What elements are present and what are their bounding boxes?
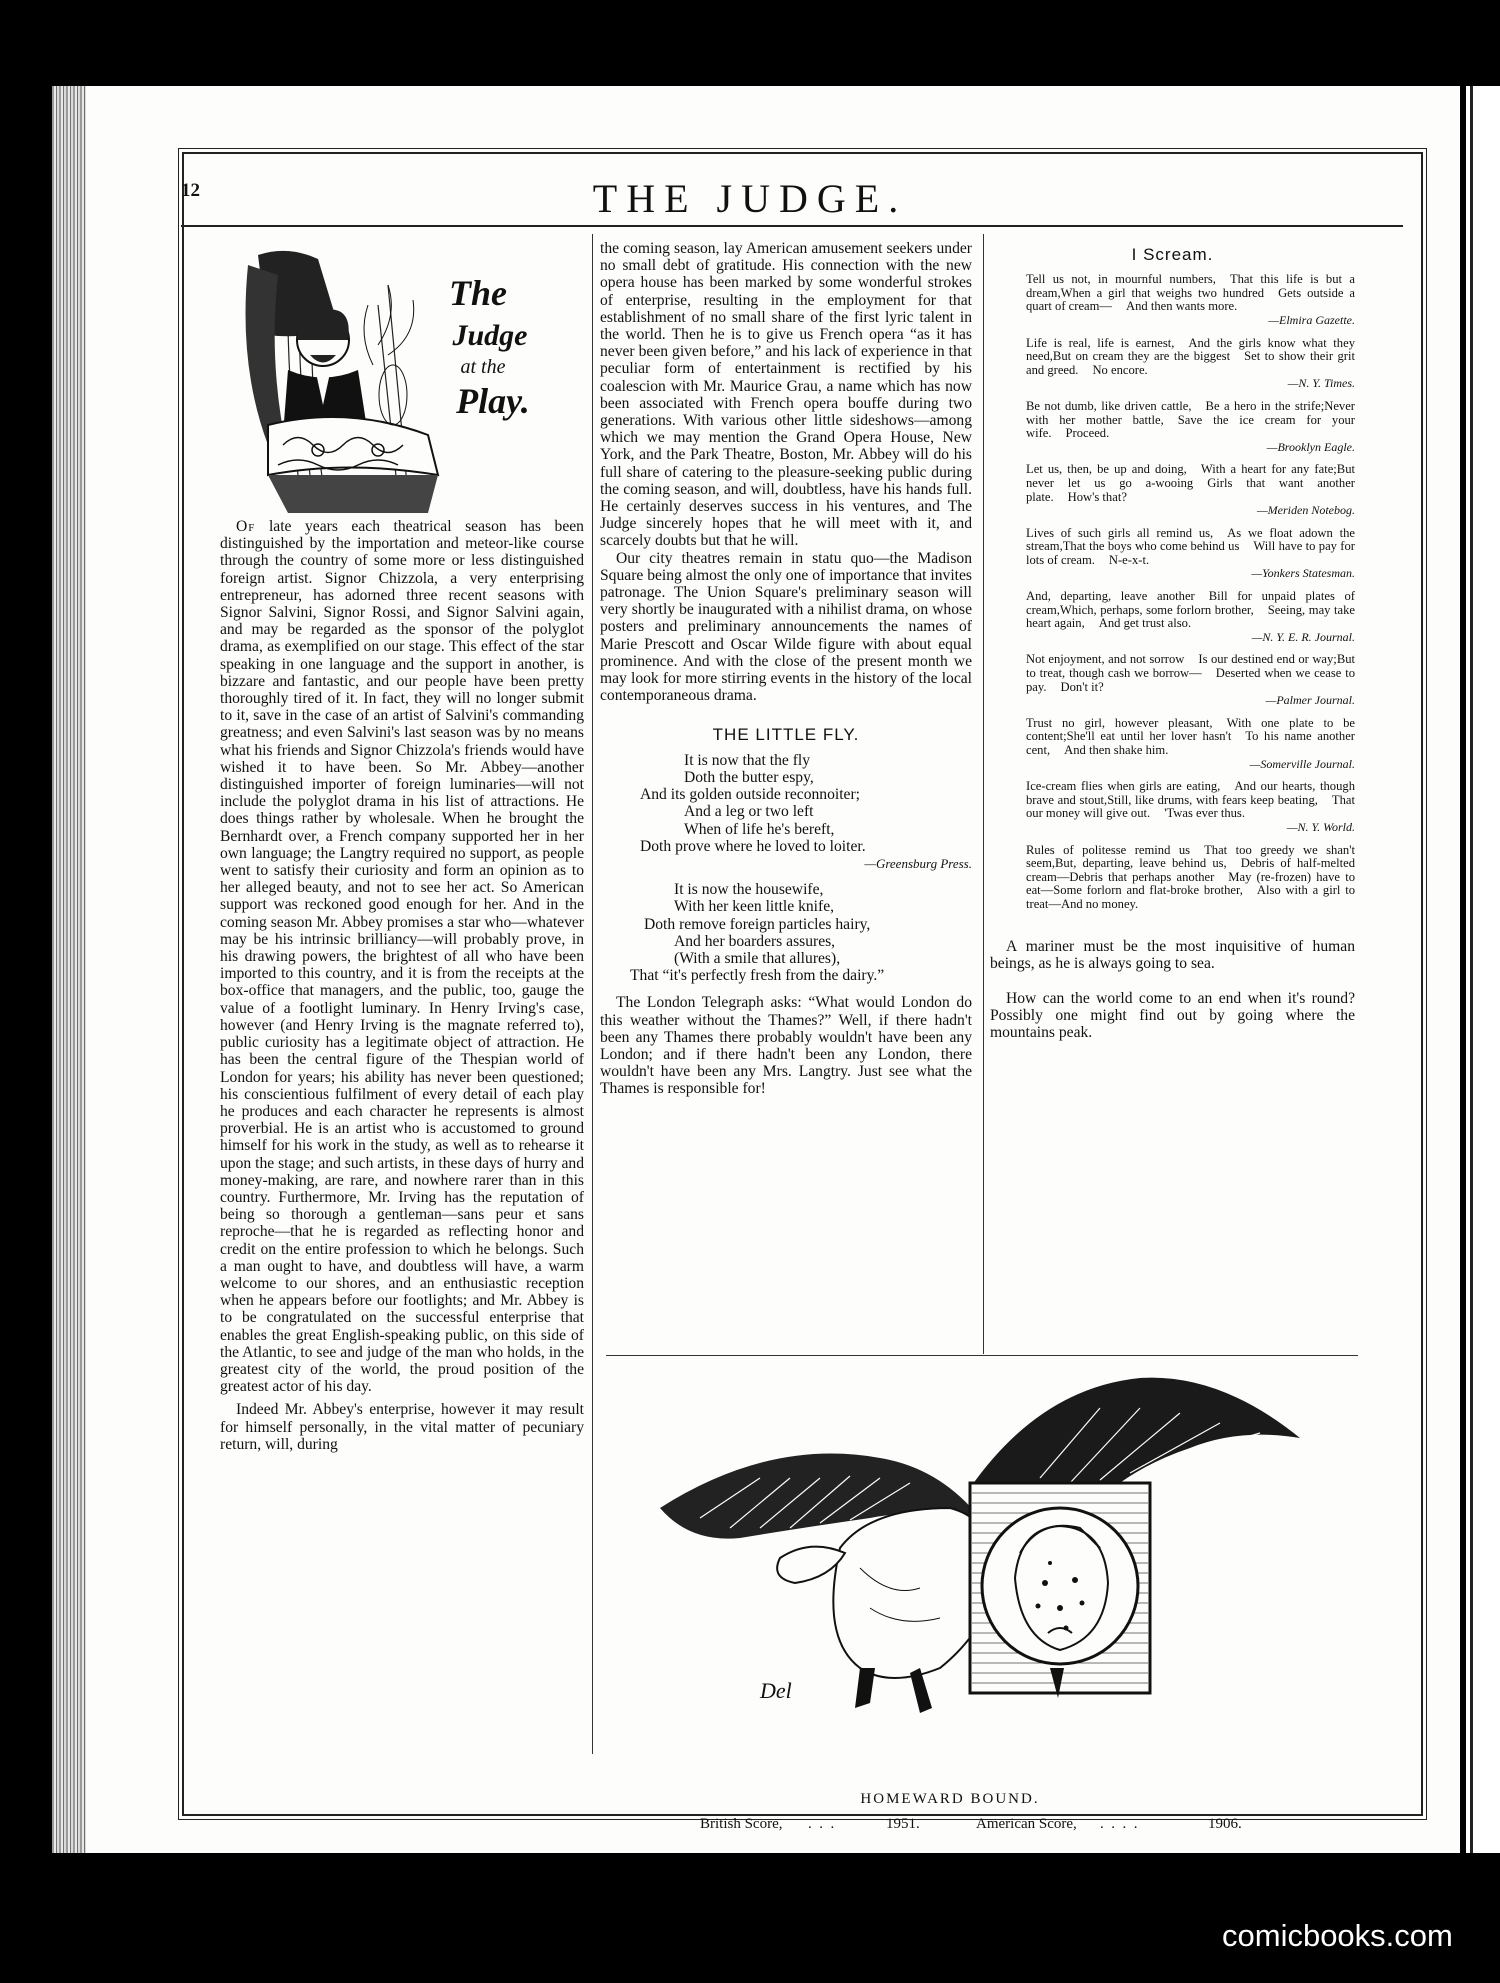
binding-edge xyxy=(52,86,86,1853)
poem-line: Debris that perhaps another xyxy=(1069,869,1215,884)
poem-line: Still, like drums, with fears keep beating, xyxy=(1107,792,1318,807)
i-scream-stanza xyxy=(1026,337,1355,391)
poem-line: Gets outside a quart of cream— xyxy=(1026,285,1355,314)
poem-line: With one plate to be content; xyxy=(1026,715,1355,744)
poem-line: But on cream they are the biggest xyxy=(1052,349,1231,364)
poem-line: (With a smile that allures), xyxy=(674,949,841,967)
poem-line: When a girl that weighs two hundred xyxy=(1060,285,1265,300)
thames-para: The London Telegraph asks: “What would London do this weather without the Thames?” Well, if there hadn't been any Thames there probably wouldn't have been any London; and if there hadn't been any London, there wouldn't have been any Mrs. Langtry. Just see what the Thames is responsible for! xyxy=(600,994,972,1098)
american-score-value: 1906. xyxy=(1208,1816,1242,1832)
poem-line: May (re-frozen) have to eat— xyxy=(1026,869,1355,898)
british-score-dots: . . . xyxy=(808,1816,835,1832)
poem-line: That the boys who come behind us xyxy=(1062,539,1240,554)
poem-line: That this life is but a dream, xyxy=(1026,272,1355,300)
poem-line: Which, perhaps, some forlorn brother, xyxy=(1059,602,1254,617)
poem-line: Set to show their grit and greed. xyxy=(1026,349,1356,377)
cartoon-top-rule xyxy=(606,1355,1358,1356)
poem-source: —Somerville Journal. xyxy=(1249,756,1355,771)
column-rule-1 xyxy=(592,234,593,1754)
poem-line: Doth remove foreign particles hairy, xyxy=(644,915,871,933)
poem-line: When of life he's bereft, xyxy=(684,820,835,838)
irving-article-text: late years each theatrical season has been distinguished by the importation and meteor-like course through the country of some more or less distinguished foreign artist. Signor Chizzola, a very enterprising entrepreneur, has adorned three recent seasons with Signor Salvini, Signor Rossi, and Signor Salvini again, and may be regarded as the sponsor of the polyglot drama, as exemplified on our stage. This effect of the star speaking in one language and the support in another, is bizzare and fantastic, and our people have been pretty thoroughly tired of it. In fact, they will no longer submit to it, save in the case of an artist of Salvini's commanding greatness; and even Salvini's last season was by no means what his friends and Signor Chizzola's friends would have wished it to have been. So Mr. Abbey—another distinguished importer of foreign luminaries—will not include the polyglot drama in his list of attractions. He does things rather by wholesale. When he brought the Bernhardt over, a French company supported her in her own language; the Langtry required no support, as people went to satisfy their curiosity and form an opinion as to her alleged beauty, and not to see her act. So American support was reckoned good enough for her. And in the coming season Mr. Abbey promises a star who—whatever may be his intrinsic brilliancy—will probably prove, in his drawing powers, the brightest of all who have been imported to this country, and it is from the receipts at the box-office that managers, and the public, too, gauge the value of a footlight luminary. In Henry Irving's case, however (and Henry Irving is the magnate referred to), public curiosity has a legitimate object of attraction. He has been the central figure of the Thespian world of London for years; his ability has never been questioned; his conscientious fulfilment of every detail of each play he produces and each character he represents is almost proverbial. He is an artist who is accustomed to ground himself for his work in the study, as well as to rehearse it upon the stage; and such artists, in these days of hurry and money-making, are rare, and nowhere rarer than in this country. Furthermore, Mr. Irving has the reputation of being so thorough a gentleman—sans peur et sans reproche—that he is regarded as reflecting honor and credit on the entire profession to which he belongs. Such a man ought to have, and doubtless will have, a warm welcome to our shores, and an enthusiastic reception when he appears before our footlights; and Mr. Abbey is to be congratulated on the successful enterprise that enables the great English-speaking public, on this side of the Atlantic, to see and judge of the man who holds, in the greatest city of the world, the proud position of the greatest actor of his day. xyxy=(220,518,584,1396)
poem-line: With a heart for any fate; xyxy=(1200,462,1337,477)
poem-line: It is now that the fly xyxy=(684,751,811,769)
poem-line: Seeing, may take heart again, xyxy=(1026,602,1355,631)
poem-source: —Meriden Notebog. xyxy=(1257,503,1355,518)
i-scream-heading: I Scream. xyxy=(1131,245,1214,264)
poem-line: Be not dumb, like driven cattle, xyxy=(1026,398,1192,413)
poem-line: Don't it? xyxy=(1060,679,1104,694)
i-scream-stanza xyxy=(1026,844,1355,912)
cartoon-title: HOMEWARD BOUND. xyxy=(860,1791,1040,1807)
poem-line: And, departing, leave another xyxy=(1026,589,1195,604)
poem-line: Some forlorn and flat-broke brother, xyxy=(1053,883,1243,898)
judge-at-play-illustration xyxy=(228,245,568,515)
world-end-joke: How can the world come to an end when it's round? Possibly one might find out by going where the mountains peak. xyxy=(990,989,1355,1042)
little-fly-heading: THE LITTLE FLY. xyxy=(712,725,860,745)
poem-line: Be a hero in the strife; xyxy=(1205,398,1325,413)
poem-line: Deserted when we cease to pay. xyxy=(1026,666,1355,694)
abbey-enterprise-para: Indeed Mr. Abbey's enterprise, however it may result for himself personally, in the vital matter of pecuniary return, will, during xyxy=(220,1401,584,1453)
american-score-label: American Score, xyxy=(976,1816,1077,1832)
poem-line: Ice-cream flies when girls are eating, xyxy=(1026,779,1221,794)
poem-line: Lives of such girls all remind us, xyxy=(1026,525,1214,540)
poem-line: Proceed. xyxy=(1065,426,1110,441)
poem-line: With her keen little knife, xyxy=(674,898,835,916)
i-scream-stanza xyxy=(1026,400,1355,454)
poem-line: Let us, then, be up and doing, xyxy=(1026,462,1187,477)
poem-line: Girls that want another plate. xyxy=(1026,475,1355,504)
little-fly-stanza-2 xyxy=(600,881,972,984)
poem-line: And a leg or two left xyxy=(684,803,814,821)
poem-line: To his name another cent, xyxy=(1026,729,1355,758)
poem-source: —N. Y. Times. xyxy=(1287,376,1355,391)
artist-signature: Del xyxy=(760,1678,792,1703)
mariner-joke: A mariner must be the most inquisitive of human beings, as he is always going to sea. xyxy=(990,937,1355,972)
poem-line: But never let us go a-wooing xyxy=(1026,462,1355,490)
poem-line: Debris of half-melted cream— xyxy=(1026,856,1355,884)
poem-line: She'll eat until her lover hasn't xyxy=(1066,729,1232,744)
i-scream-stanza xyxy=(1026,527,1355,581)
column-rule-2 xyxy=(983,234,984,1354)
poem-line: How's that? xyxy=(1067,489,1127,504)
poem-line: That “it's perfectly fresh from the dairy.” xyxy=(630,967,885,985)
irving-article xyxy=(220,518,584,1395)
poem-line: Doth prove where he loved to loiter. xyxy=(640,837,866,855)
poem-line: Also with a girl to treat— xyxy=(1026,883,1355,911)
poem-source: —Elmira Gazette. xyxy=(1268,312,1355,327)
svg-text:Judge: Judge xyxy=(452,319,528,352)
i-scream-stanza xyxy=(1026,463,1355,517)
poem-line: Doth the butter espy, xyxy=(684,768,814,786)
poem-line: Tell us not, in mournful numbers, xyxy=(1026,272,1216,287)
poem-line: It is now the housewife, xyxy=(674,881,824,899)
i-scream-stanza xyxy=(1026,590,1355,644)
poem-line: And her boarders assures, xyxy=(674,932,836,950)
poem-line: Save the ice cream for your wife. xyxy=(1026,412,1355,441)
svg-text:at the: at the xyxy=(460,356,506,378)
poem-line: But to treat, though cash we borrow— xyxy=(1026,652,1356,681)
poem-line: And our hearts, though brave and stout, xyxy=(1026,779,1355,807)
poem-line: But, departing, leave behind us, xyxy=(1055,856,1227,871)
poem-line: Bill for unpaid plates of cream, xyxy=(1026,589,1355,617)
poem-line: N-e-x-t. xyxy=(1108,552,1150,567)
masthead: THE JUDGE. xyxy=(592,176,908,221)
i-scream-stanza xyxy=(1026,653,1355,707)
masthead-rule xyxy=(181,225,1403,227)
british-score-value: 1951. xyxy=(886,1816,920,1832)
poem-source: —N. Y. World. xyxy=(1286,819,1355,834)
svg-text:The: The xyxy=(449,273,507,313)
column-two xyxy=(600,240,972,1098)
little-fly-stanza-1 xyxy=(600,752,972,872)
poem-line: And then wants more. xyxy=(1126,299,1238,314)
poem-source: —N. Y. E. R. Journal. xyxy=(1251,629,1355,644)
poem-source: —Palmer Journal. xyxy=(1265,693,1355,708)
poem-source: —Greensburg Press. xyxy=(864,855,972,871)
i-scream-stanza xyxy=(1026,273,1355,327)
poem-line: And the girls know what they need, xyxy=(1026,335,1355,364)
poem-line: Rules of politesse remind us xyxy=(1026,842,1191,857)
portrait-frame xyxy=(970,1483,1150,1698)
column-three xyxy=(990,240,1355,1042)
british-score-label: British Score, xyxy=(700,1816,783,1832)
poem-line: And then shake him. xyxy=(1064,743,1169,758)
american-score-dots: . . . . xyxy=(1100,1816,1138,1832)
poem-line: That too greedy we shan't seem, xyxy=(1026,842,1355,871)
poem-line: Not enjoyment, and not sorrow xyxy=(1026,652,1185,667)
column-one xyxy=(220,518,584,1453)
poem-line: And get trust also. xyxy=(1098,616,1192,631)
poem-source: —Brooklyn Eagle. xyxy=(1266,439,1355,454)
city-theatres-para: Our city theatres remain in statu quo—the Madison Square being almost the only one of importance that invites patronage. The Union Square's preliminary season will very shortly be inaugurated with a nihilist drama, on whose posters and preliminary announcements the names of Marie Prescott and Oscar Wilde figure with about equal prominence. And with the close of the present month we may look for more stirring events in the history of the local contemporaneous drama. xyxy=(600,549,972,705)
watermark: comicbooks.com xyxy=(1222,1918,1453,1953)
poem-line: Will have to pay for lots of cream. xyxy=(1026,539,1355,567)
poem-line: 'Twas ever thus. xyxy=(1164,806,1245,821)
svg-text:Play.: Play. xyxy=(456,381,530,421)
poem-line: And its golden outside reconnoiter; xyxy=(640,786,861,804)
i-scream-stanza xyxy=(1026,717,1355,771)
i-scream-poem xyxy=(990,273,1355,911)
poem-line: Is our destined end or way; xyxy=(1198,652,1337,667)
drop-lead: Of xyxy=(236,518,256,535)
poem-line: As we float adown the stream, xyxy=(1026,525,1355,554)
poem-line: That our money will give out. xyxy=(1026,792,1356,821)
poem-line: No encore. xyxy=(1092,362,1148,377)
page-number: 12 xyxy=(181,180,200,201)
poem-source: —Yonkers Statesman. xyxy=(1251,566,1355,581)
poem-line: Never with her mother battle, xyxy=(1026,398,1355,427)
homeward-bound-cartoon xyxy=(620,1368,1340,1778)
poem-line: Life is real, life is earnest, xyxy=(1026,335,1175,350)
abbey-continued: the coming season, lay American amusement seekers under no small debt of gratitude. His connection with the new opera house has been marked by some wonderful strokes of enterprise, resulting in the employment for that establishment of no small share of the first lyric talent in the world. Then he is to give us French opera “as it has never been given before,” and his lack of experience in that peculiar form of entertainment is rectified by his coalescion with Mr. Maurice Grau, a name which has now been associated with French opera bouffe during two generations. With various other little sideshows—among which we may mention the Grand Opera House, New York, and the Park Theatre, Boston, Mr. Abbey will do his full share of catering to the pleasure-seeking public during the coming season, and will, doubtless, have his hands full. He certainly deserves success in his ventures, and The Judge sincerely hopes that he will meet with it, and scarcely doubts but that he will. xyxy=(600,240,972,550)
facing-page-edge xyxy=(1466,86,1500,1853)
poem-line: Trust no girl, however pleasant, xyxy=(1026,715,1213,730)
i-scream-stanza xyxy=(1026,780,1355,834)
poem-line: And no money. xyxy=(1060,896,1139,911)
